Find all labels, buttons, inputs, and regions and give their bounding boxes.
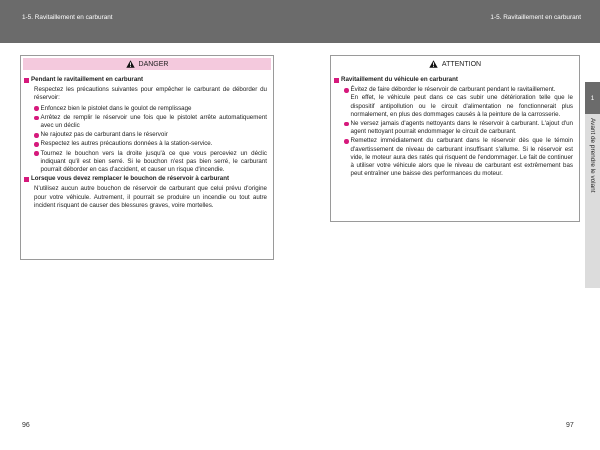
attention-title: ATTENTION [441, 60, 482, 68]
bullet-icon [34, 133, 39, 138]
danger-header [23, 58, 271, 70]
list-item: Enfoncez bien le pistolet dans le goulot de remplissage [24, 105, 267, 113]
danger-section1-heading: Pendant le ravitaillement en carburant [24, 76, 267, 84]
attention-header [333, 58, 577, 70]
chapter-label: Avant de prendre le volant [589, 118, 596, 193]
danger-box [20, 55, 274, 260]
list-item: Arrêtez de remplir le réservoir une fois que le pistolet arrête automatiquement avec un déclic [24, 114, 267, 130]
list-item: Tournez le bouchon vers la droite jusqu'à ce que vous perceviez un déclic indiquant qu'il est bien serré. Si le bouchon n'est pas bien serré, le carburant pourrait déborder en cas d'accident, et causer un risque d'incendie. [24, 150, 267, 175]
page-number-right: 97 [566, 422, 574, 429]
danger-section1-intro: Respectez les précautions suivantes pour empêcher le carburant de déborder du réservoir: [34, 86, 267, 102]
attention-box [330, 55, 580, 222]
section-square-icon [24, 78, 29, 83]
bullet-icon [34, 142, 39, 147]
bullet-icon [34, 116, 39, 121]
bullet-icon [344, 139, 349, 144]
chapter-number: 1 [585, 82, 600, 114]
header-right-title: 1-5. Ravitaillement en carburant [490, 14, 581, 21]
warning-triangle-icon [429, 60, 438, 68]
page-number-left: 96 [22, 422, 30, 429]
chapter-side-tab [585, 82, 600, 288]
warning-triangle-icon [126, 60, 135, 68]
bullet-icon [344, 88, 349, 93]
attention-body [331, 72, 579, 178]
danger-title: DANGER [138, 60, 169, 68]
header-left-title: 1-5. Ravitaillement en carburant [22, 14, 113, 21]
list-item: Ne versez jamais d'agents nettoyants dans le réservoir à carburant. L'ajout d'un agent nettoyant pourrait endommager le circuit de carburant. [334, 120, 573, 136]
header-bar [0, 0, 600, 43]
section-square-icon [334, 78, 339, 83]
list-item: Remettez immédiatement du carburant dans le réservoir dès que le témoin d'avertissement de niveau de carburant insuffisant s'allume. Si le réservoir est vide, le moteur aura des ratés qui risquent de l'endommager. Le fait de continuer à utiliser votre véhicule alors que le niveau de carburant est extrêmement bas peut entraîner une baisse des performances du moteur. [334, 137, 573, 178]
danger-section2-text: N'utilisez aucun autre bouchon de réservoir de carburant que celui prévu d'origine pour votre véhicule. Autrement, il pourrait se produire un incendie ou tout autre incident risquant de causer des blessures graves, voire mortelles. [34, 185, 267, 209]
danger-section2-heading: Lorsque vous devez remplacer le bouchon de réservoir à carburant [24, 175, 267, 183]
attention-section1-heading: Ravitaillement du véhicule en carburant [334, 76, 573, 84]
danger-body [21, 72, 273, 210]
list-item: Évitez de faire déborder le réservoir de carburant pendant le ravitaillement. En effet, le véhicule peut dans ce cas subir une détérioration telle que le dispositif antipollution ou le circuit d'alimentation ne fonctionnerait plus normalement, en plus des dommages causés à la peinture de la carrosserie. [334, 86, 573, 119]
bullet-icon [34, 151, 39, 156]
section-square-icon [24, 177, 29, 182]
list-item: Respectez les autres précautions données à la station-service. [24, 140, 267, 148]
bullet-icon [344, 122, 349, 127]
bullet-icon [34, 106, 39, 111]
list-item: Ne rajoutez pas de carburant dans le réservoir [24, 131, 267, 139]
